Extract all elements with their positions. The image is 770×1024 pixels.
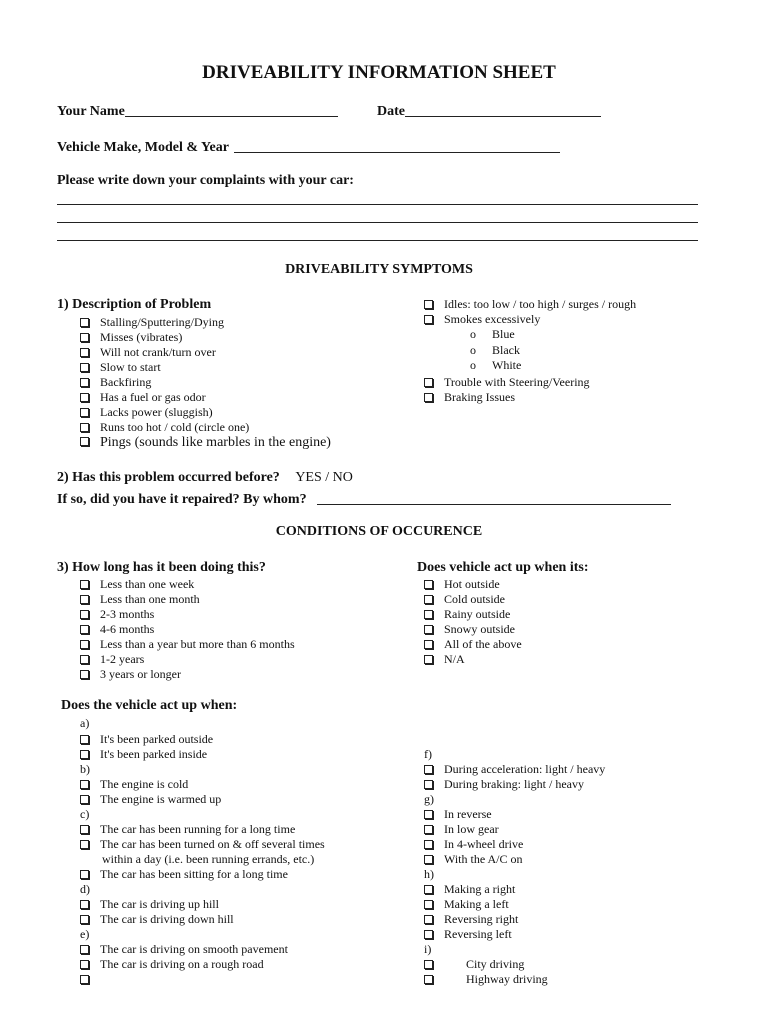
checkbox-icon[interactable]	[424, 580, 433, 589]
actup-item-label: In low gear	[444, 822, 499, 836]
group-label-h: h)	[424, 867, 434, 881]
vehicle-line[interactable]	[234, 139, 560, 153]
checkbox-icon[interactable]	[80, 333, 89, 342]
complaints-line-3[interactable]	[57, 240, 698, 241]
checkbox-icon[interactable]	[424, 300, 433, 309]
actup-item[interactable]	[424, 852, 523, 867]
checkbox-icon[interactable]	[424, 640, 433, 649]
checkbox-icon[interactable]	[424, 840, 433, 849]
duration-item-label: Less than one week	[100, 577, 195, 591]
actup-item-label: During braking: light / heavy	[444, 777, 584, 791]
conditions-heading: CONDITIONS OF OCCURENCE	[275, 524, 483, 539]
actup-item-label: The car has been sitting for a long time	[100, 867, 288, 881]
actup-item[interactable]	[80, 957, 264, 972]
weather-item-label: Snowy outside	[444, 622, 516, 636]
group-label-f: f)	[424, 747, 432, 761]
smoke-color-label: Blue	[492, 327, 515, 341]
duration-item[interactable]	[80, 592, 200, 607]
actup-item-label: With the A/C on	[444, 852, 523, 866]
symptom-item[interactable]	[424, 297, 636, 312]
actup-item-label: The engine is warmed up	[100, 792, 222, 806]
duration-item-label: Less than one month	[100, 592, 200, 606]
complaints-line-2[interactable]	[57, 222, 698, 223]
group-label-a: a)	[80, 716, 90, 730]
repaired-by-line[interactable]	[317, 491, 671, 505]
duration-item-label: 3 years or longer	[100, 667, 181, 681]
smoke-color-label: Black	[492, 342, 520, 357]
weather-heading: Does vehicle act up when its:	[417, 560, 589, 575]
actup-item-label: Reversing left	[444, 927, 512, 941]
checkbox-icon[interactable]	[424, 378, 433, 387]
checkbox-icon[interactable]	[424, 810, 433, 819]
checkbox-icon[interactable]	[424, 930, 433, 939]
checkbox-icon[interactable]	[80, 595, 89, 604]
q2-repaired-question: If so, did you have it repaired? By whom?	[57, 492, 307, 507]
symptom-item[interactable]	[424, 375, 590, 390]
actup-item[interactable]	[424, 777, 584, 792]
symptom-item[interactable]	[80, 345, 216, 360]
symptom-item[interactable]	[80, 420, 249, 435]
actup-item-label: The car is driving on a rough road	[100, 957, 264, 971]
symptom-item-label: Braking Issues	[444, 390, 515, 404]
actup-item[interactable]	[424, 912, 518, 927]
checkbox-icon[interactable]	[424, 975, 433, 984]
complaints-line-1[interactable]	[57, 204, 698, 205]
checkbox-icon[interactable]	[424, 825, 433, 834]
group-label-i: i)	[424, 942, 432, 956]
duration-item[interactable]	[80, 637, 295, 652]
symptoms-heading: DRIVEABILITY SYMPTOMS	[285, 262, 473, 277]
checkbox-icon[interactable]	[80, 915, 89, 924]
name-label: Your Name	[57, 104, 125, 119]
weather-item[interactable]	[424, 592, 505, 607]
actup-item-label: In reverse	[444, 807, 492, 821]
duration-item-label: 2-3 months	[100, 607, 155, 621]
smoke-color-label: White	[492, 358, 522, 372]
group-label-g: g)	[424, 792, 434, 806]
symptom-item-label: Idles: too low / too high / surges / rough	[444, 297, 637, 311]
checkbox-icon[interactable]	[80, 735, 89, 744]
checkbox-icon[interactable]	[80, 580, 89, 589]
actup-item-label: The car is driving down hill	[100, 912, 234, 926]
actup-item-label: The car has been turned on & off several times	[100, 837, 325, 851]
actup-item[interactable]	[424, 927, 512, 942]
actup-item-label: Making a left	[444, 897, 509, 911]
actup-item-label: City driving	[466, 957, 525, 971]
symptom-item[interactable]	[424, 390, 515, 405]
actup-item-label: It's been parked outside	[100, 732, 214, 746]
actup-item[interactable]	[424, 882, 515, 897]
symptom-item-label: Lacks power (sluggish)	[100, 405, 213, 419]
checkbox-icon[interactable]	[80, 750, 89, 759]
actup-item-label: The car has been running for a long time	[100, 822, 296, 836]
weather-item-label: Rainy outside	[444, 607, 511, 621]
actup-item[interactable]	[424, 762, 605, 777]
duration-item[interactable]	[80, 607, 154, 622]
duration-item-label: 1-2 years	[100, 652, 145, 666]
actup-item[interactable]	[80, 747, 207, 762]
symptom-item[interactable]	[80, 375, 151, 390]
actup-item-label: During acceleration: light / heavy	[444, 762, 606, 776]
weather-item[interactable]	[424, 637, 522, 652]
symptom-item-label: Backfiring	[100, 375, 152, 389]
checkbox-icon[interactable]	[80, 795, 89, 804]
checkbox-icon[interactable]	[424, 915, 433, 924]
checkbox-icon[interactable]	[80, 945, 89, 954]
duration-item[interactable]	[80, 652, 144, 667]
actup-item-label: The car is driving on smooth pavement	[100, 942, 288, 956]
checkbox-icon[interactable]	[424, 780, 433, 789]
group-label-c: c)	[80, 807, 90, 821]
yes-no-choice[interactable]: YES / NO	[295, 470, 353, 485]
actup-item[interactable]	[80, 837, 325, 852]
actup-item-label: Highway driving	[466, 972, 548, 986]
actup-item[interactable]	[424, 822, 499, 837]
actup-item[interactable]	[80, 867, 288, 882]
checkbox-icon[interactable]	[424, 765, 433, 774]
checkbox-icon[interactable]	[424, 595, 433, 604]
checkbox-icon[interactable]	[424, 655, 433, 664]
weather-item[interactable]	[424, 607, 510, 622]
actup-item[interactable]	[80, 897, 219, 912]
checkbox-icon[interactable]	[80, 610, 89, 619]
duration-item[interactable]	[80, 622, 154, 637]
checkbox-icon[interactable]	[80, 378, 89, 387]
symptom-item[interactable]	[80, 390, 206, 405]
checkbox-icon[interactable]	[80, 408, 89, 417]
symptom-item-label: Trouble with Steering/Veering	[444, 375, 590, 389]
q3-heading: 3) How long has it been doing this?	[57, 560, 266, 575]
checkbox-icon[interactable]	[80, 960, 89, 969]
group-label-b: b)	[80, 762, 90, 776]
checkbox-icon[interactable]	[80, 393, 89, 402]
actup-heading: Does the vehicle act up when:	[61, 698, 238, 713]
actup-item-continuation: within a day (i.e. been running errands, etc.)	[102, 852, 315, 866]
weather-item[interactable]	[424, 577, 500, 592]
weather-item-label: Hot outside	[444, 577, 500, 591]
q1-heading: 1) Description of Problem	[57, 297, 212, 312]
checkbox-icon[interactable]	[424, 610, 433, 619]
checkbox-icon[interactable]	[424, 900, 433, 909]
q2-line1	[57, 470, 353, 486]
checkbox-icon[interactable]	[80, 655, 89, 664]
smoke-color-item[interactable]	[470, 358, 521, 373]
symptom-item-label: Smokes excessively	[444, 312, 541, 326]
checkbox-icon[interactable]	[80, 670, 89, 679]
page-title: DRIVEABILITY INFORMATION SHEET	[202, 62, 556, 83]
actup-item[interactable]	[80, 792, 221, 807]
weather-item[interactable]	[424, 622, 515, 637]
weather-item-label: N/A	[444, 652, 465, 666]
checkbox-icon[interactable]	[80, 900, 89, 909]
checkbox-icon[interactable]	[424, 960, 433, 969]
actup-item[interactable]	[424, 807, 492, 822]
actup-item[interactable]	[424, 972, 548, 987]
name-line[interactable]	[125, 103, 338, 117]
symptom-item[interactable]	[80, 330, 182, 345]
complaints-label: Please write down your complaints with your car:	[57, 173, 354, 188]
actup-item[interactable]	[80, 942, 288, 957]
checkbox-icon[interactable]	[80, 437, 89, 446]
symptom-pings-label: Pings (sounds like marbles in the engine)	[100, 435, 331, 450]
actup-item[interactable]	[424, 897, 509, 912]
symptom-item[interactable]	[80, 315, 224, 330]
actup-item-label: It's been parked inside	[100, 747, 208, 761]
vehicle-field[interactable]	[57, 137, 560, 156]
date-field[interactable]	[377, 101, 601, 120]
checkbox-icon[interactable]	[80, 825, 89, 834]
weather-item-label: Cold outside	[444, 592, 506, 606]
actup-item[interactable]	[424, 957, 524, 972]
actup-item[interactable]	[424, 837, 523, 852]
checkbox-icon[interactable]	[80, 363, 89, 372]
checkbox-icon[interactable]	[80, 870, 89, 879]
actup-item[interactable]	[80, 912, 234, 927]
weather-item-label: All of the above	[444, 637, 522, 651]
checkbox-icon[interactable]	[80, 318, 89, 327]
vehicle-label: Vehicle Make, Model & Year	[57, 140, 229, 155]
actup-item[interactable]	[80, 777, 188, 792]
symptom-item-label: Slow to start	[100, 360, 161, 374]
actup-item-label: The car is driving up hill	[100, 897, 219, 911]
q2-line2	[57, 489, 671, 508]
symptom-item-label: Stalling/Sputtering/Dying	[100, 315, 225, 329]
group-label-d: d)	[80, 882, 90, 896]
checkbox-icon[interactable]	[80, 780, 89, 789]
weather-item[interactable]	[424, 652, 465, 667]
actup-item-label: The engine is cold	[100, 777, 189, 791]
actup-item-label: Making a right	[444, 882, 516, 896]
group-label-e: e)	[80, 927, 90, 941]
checkbox-icon[interactable]	[424, 625, 433, 634]
symptom-item[interactable]	[80, 405, 213, 420]
duration-item-label: 4-6 months	[100, 622, 155, 636]
duration-item-label: Less than a year but more than 6 months	[100, 637, 295, 651]
checkbox-icon[interactable]	[424, 885, 433, 894]
actup-item-blank[interactable]	[80, 972, 100, 987]
checkbox-icon[interactable]	[80, 625, 89, 634]
checkbox-icon[interactable]	[424, 315, 433, 324]
checkbox-icon[interactable]	[80, 348, 89, 357]
checkbox-icon[interactable]	[80, 840, 89, 849]
q2-question: 2) Has this problem occurred before?	[57, 470, 280, 485]
smoke-color-item[interactable]	[470, 327, 515, 342]
actup-item-label: Reversing right	[444, 912, 519, 926]
symptom-pings-item[interactable]	[80, 434, 331, 452]
duration-item[interactable]	[80, 577, 194, 592]
checkbox-icon[interactable]	[424, 393, 433, 402]
date-line[interactable]	[405, 103, 601, 117]
symptom-item-label: Runs too hot / cold (circle one)	[100, 420, 250, 434]
checkbox-icon[interactable]	[80, 640, 89, 649]
actup-item-label: In 4-wheel drive	[444, 837, 524, 851]
bullet-o-icon: o	[470, 342, 476, 357]
smoke-color-item[interactable]	[470, 343, 520, 358]
symptom-item[interactable]	[424, 312, 540, 327]
actup-item[interactable]	[80, 822, 295, 837]
checkbox-icon[interactable]	[80, 423, 89, 432]
symptom-item-label: Misses (vibrates)	[100, 330, 183, 344]
date-label: Date	[377, 104, 405, 119]
symptom-item-label: Will not crank/turn over	[100, 345, 216, 359]
bullet-o-icon: o	[470, 327, 476, 341]
name-field[interactable]	[57, 101, 338, 120]
actup-item[interactable]	[80, 732, 213, 747]
duration-item[interactable]	[80, 667, 181, 682]
checkbox-icon[interactable]	[424, 855, 433, 864]
bullet-o-icon: o	[470, 358, 476, 372]
symptom-item[interactable]	[80, 360, 161, 375]
symptom-item-label: Has a fuel or gas odor	[100, 390, 206, 404]
checkbox-icon[interactable]	[80, 975, 89, 984]
